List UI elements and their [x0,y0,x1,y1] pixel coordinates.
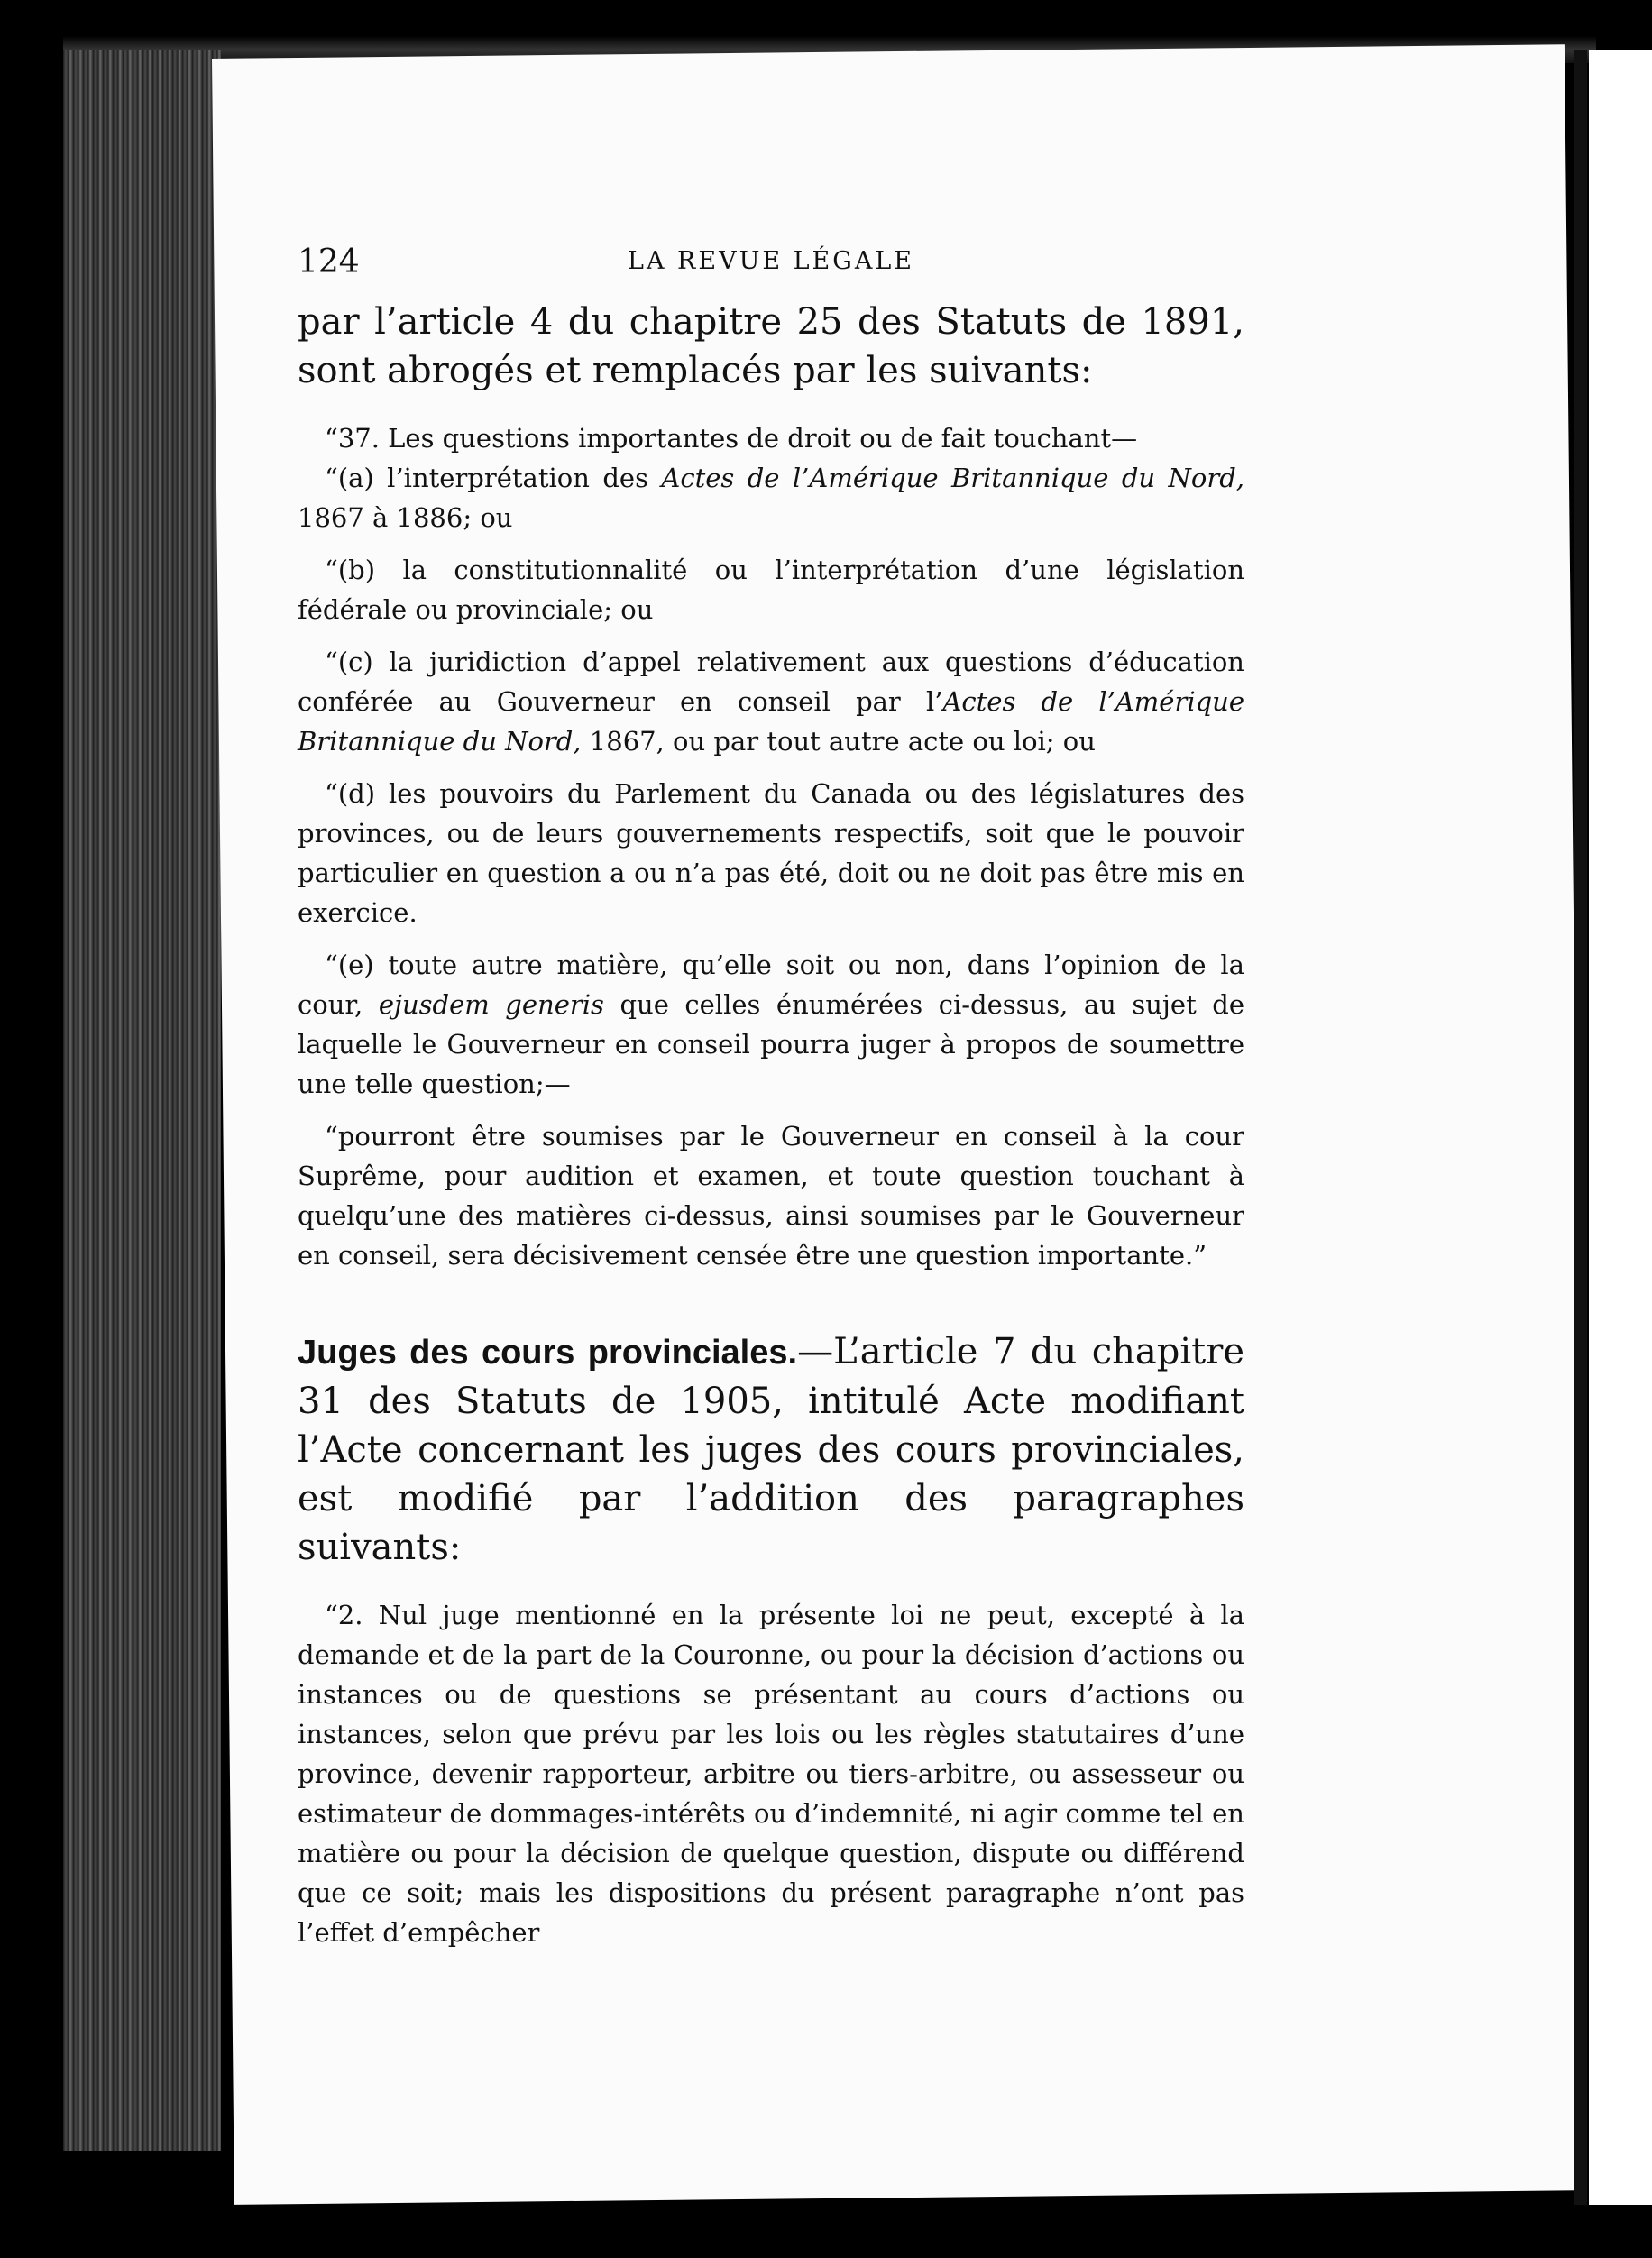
clause-a-pre: “(a) l’interprétation des [325,463,662,493]
clause-c-post: 1867, ou par tout autre acte ou loi; ou [581,726,1096,757]
book-gutter [1574,50,1587,2205]
book-page-edges [63,50,221,2151]
closing-paragraph: “pourront être soumises par le Gouverneur en conseil à la cour Suprême, pour audition et examen, et toute question touchant à quelqu’une des matières ci-dessus, ainsi soumises par le Gouverneur en conseil, sera décisivement censée être une question importante.” [298,1121,1244,1271]
clause-e [298,945,1244,1104]
intro-paragraph: par l’article 4 du chapitre 25 des Statuts de 1891, sont abrogés et remplacés par les suivants: [298,301,1244,391]
clause-a-italic: Actes de l’Amérique Britannique du Nord, [661,463,1245,493]
clause-e-post: que celles énumérées ci-dessus, au sujet de laquelle le Gouverneur en conseil pourra juger à propos de soumettre une telle question;— [298,989,1244,1099]
clause-b: “(b) la constitutionnalité ou l’interprétation d’une législation fédérale ou provinciale; ou [298,555,1244,625]
clause-a [298,458,1244,537]
clause-a-post: 1867 à 1886; ou [298,502,513,533]
clause-c [298,642,1244,761]
juges-paragraph [298,1327,1244,1572]
facing-page-edge [1589,50,1652,2205]
page-number: 124 [298,243,360,280]
running-title: LA REVUE LÉGALE [628,247,914,275]
clause-c-pre: “(c) la juridiction d’appel relativement aux questions d’éducation conférée au Gouverneur en conseil par l’ [298,647,1244,717]
clause-c-italic: Actes de l’Amérique Britannique du Nord, [298,686,1244,757]
clause-d: “(d) les pouvoirs du Parlement du Canada ou des législatures des provinces, ou de leurs gouvernements respectifs, soit que le pouvoir particulier en question a ou n’a pas été, doit ou ne doit pas être mis en exercice. [298,778,1244,928]
clause-e-italic: ejusdem generis [378,989,604,1020]
juges-text: —L’article 7 du chapitre 31 des Statuts de 1905, intitulé Acte modifiant l’Acte concernant les juges des cours provinciales, est modifié par l’addition des paragraphes suivants: [298,1331,1244,1568]
juges-heading: Juges des cours provinciales. [298,1334,798,1372]
section-37-lead: “37. Les questions importantes de droit ou de fait touchant— [325,423,1138,454]
page-header [298,243,1244,289]
clause-e-pre: “(e) toute autre matière, qu’elle soit ou non, dans l’opinion de la cour, [298,950,1244,1020]
paragraph-2: “2. Nul juge mentionné en la présente loi ne peut, excepté à la demande et de la part de la Couronne, ou pour la décision d’actions ou instances ou de questions se présentant au cours d’actions ou instances, selon que prévu par les lois ou les règles statutaires d’une province, devenir rapporteur, arbitre ou tiers-arbitre, ou assesseur ou estimateur de dommages-intérêts ou d’indemnité, ni agir comme tel en matière ou pour la décision de quelque question, dispute ou différend que ce soit; mais les dispositions du présent paragraphe n’ont pas l’effet d’empêcher [298,1600,1244,1948]
page-body [298,298,1244,1952]
